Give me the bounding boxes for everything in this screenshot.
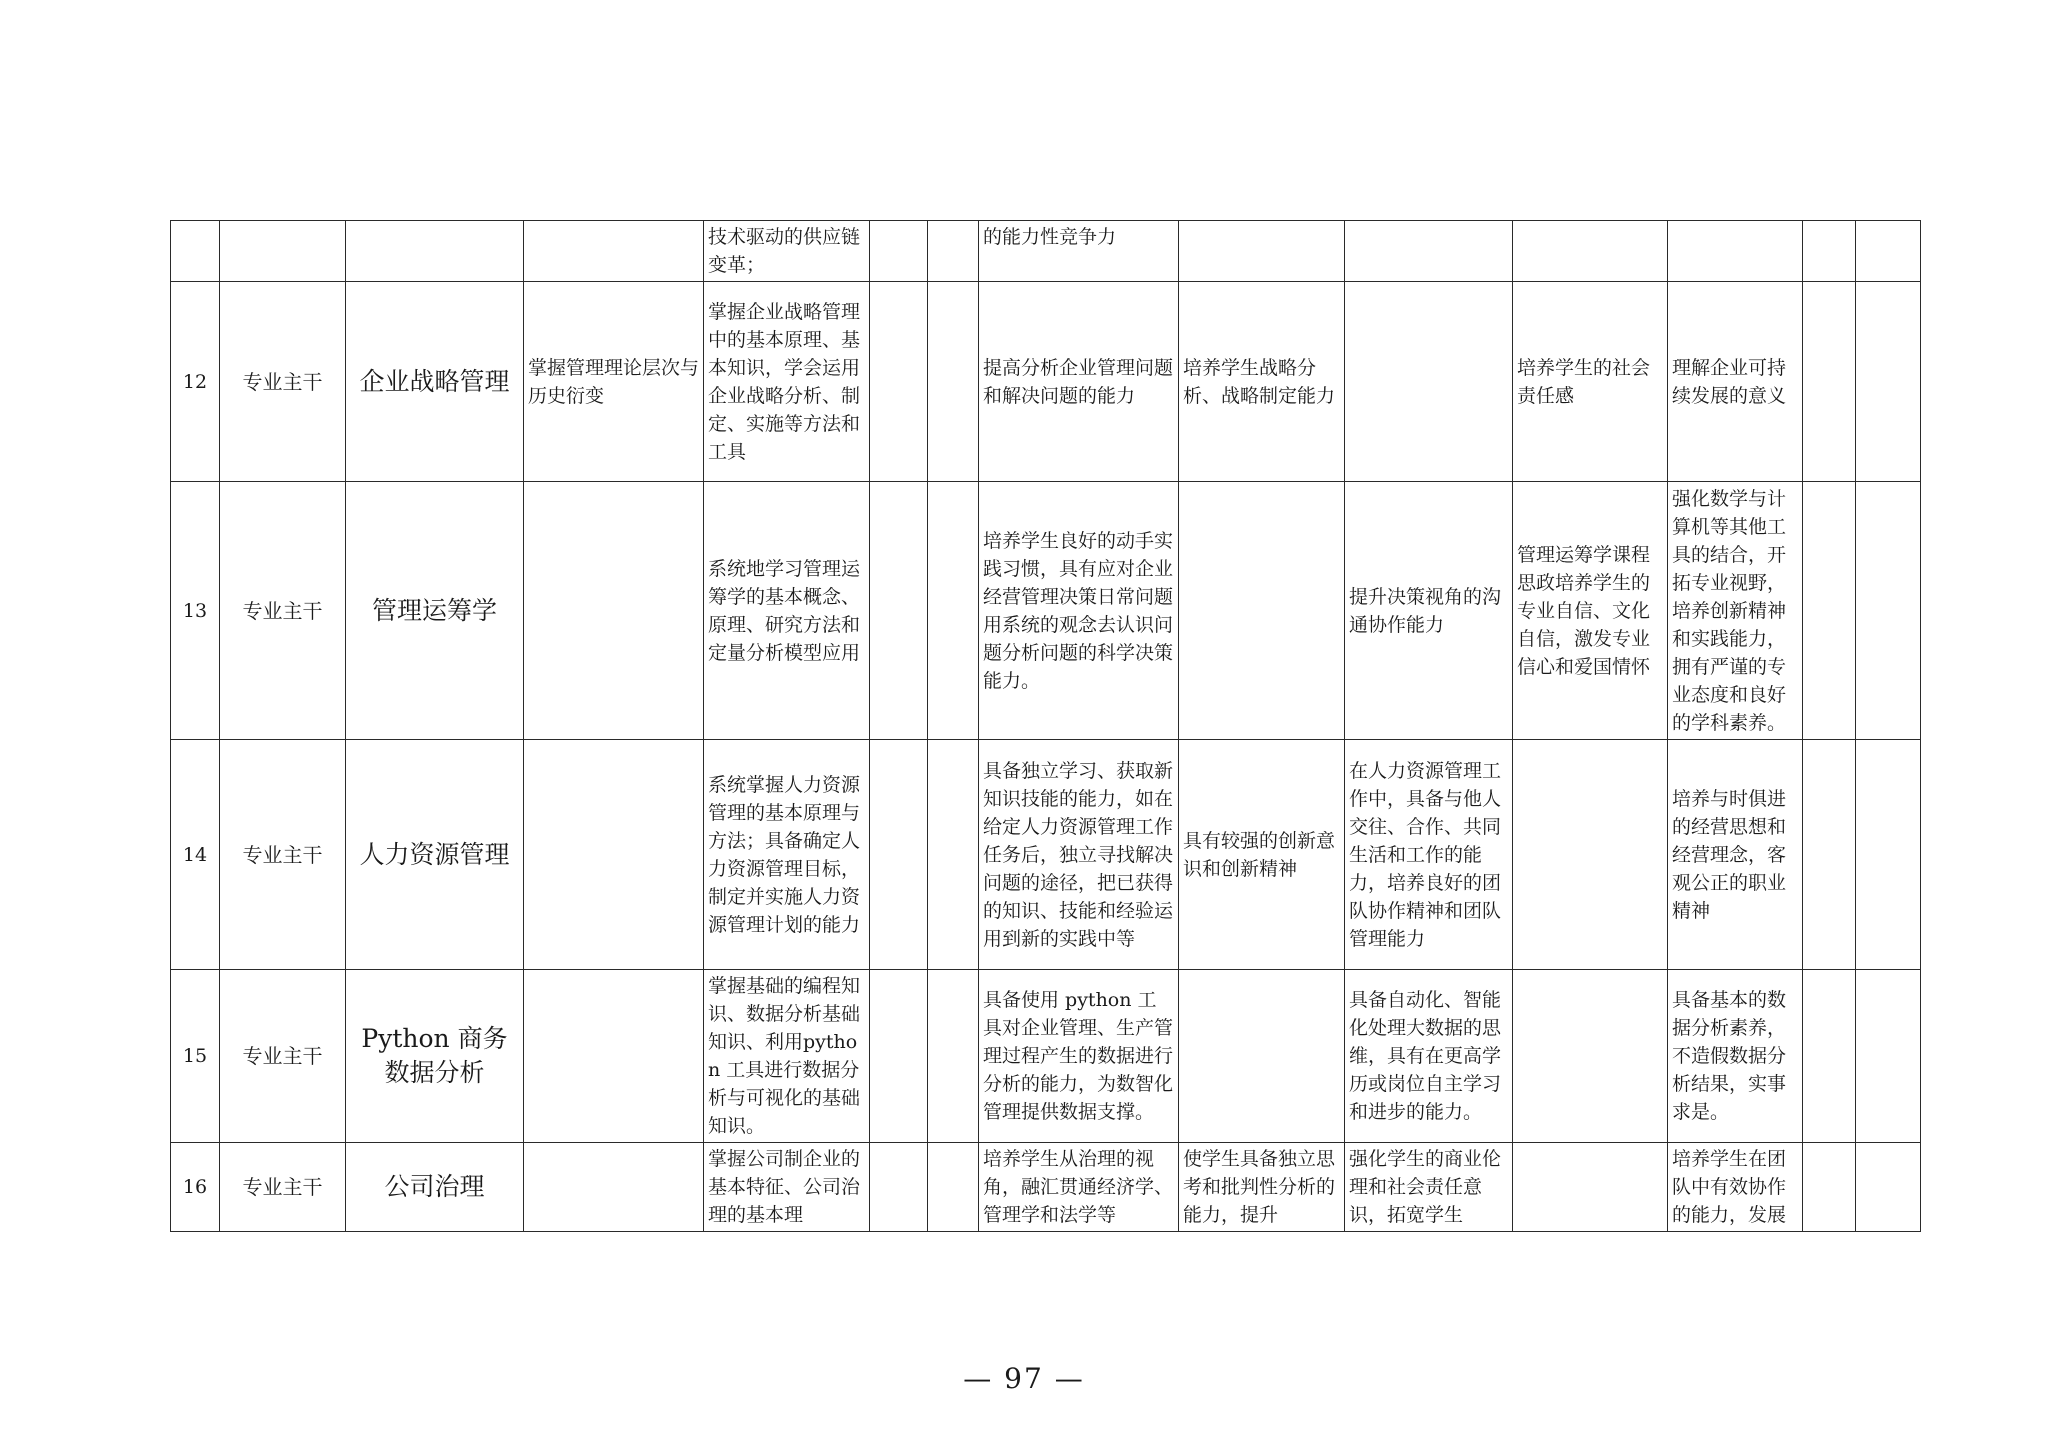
page-number: — 97 — bbox=[963, 1362, 1085, 1395]
cell-c13 bbox=[1803, 482, 1856, 740]
cell-c9 bbox=[1179, 970, 1345, 1143]
cell-c9 bbox=[1179, 482, 1345, 740]
cell-c5: 系统掌握人力资源管理的基本原理与方法；具备确定人力资源管理目标，制定并实施人力资源管理计划的能力 bbox=[704, 740, 870, 970]
cell-name: 企业战略管理 bbox=[346, 282, 524, 482]
cell-c4 bbox=[524, 482, 704, 740]
table-row bbox=[171, 221, 1921, 282]
cell-c4 bbox=[524, 1143, 704, 1232]
cell-c8: 培养学生从治理的视角，融汇贯通经济学、管理学和法学等 bbox=[979, 1143, 1179, 1232]
cell-c13 bbox=[1803, 282, 1856, 482]
cell-category: 专业主干 bbox=[220, 740, 346, 970]
cell-c14 bbox=[1856, 970, 1921, 1143]
cell-c6 bbox=[870, 221, 928, 282]
cell-c13 bbox=[1803, 1143, 1856, 1232]
cell-c14 bbox=[1856, 1143, 1921, 1232]
cell-category: 专业主干 bbox=[220, 1143, 346, 1232]
cell-c7 bbox=[928, 482, 979, 740]
cell-c5: 系统地学习管理运筹学的基本概念、原理、研究方法和定量分析模型应用 bbox=[704, 482, 870, 740]
cell-c5: 技术驱动的供应链变革； bbox=[704, 221, 870, 282]
cell-c12 bbox=[1668, 221, 1803, 282]
cell-c12: 培养学生在团队中有效协作的能力，发展 bbox=[1668, 1143, 1803, 1232]
cell-c11 bbox=[1513, 1143, 1668, 1232]
cell-c5: 掌握企业战略管理中的基本原理、基本知识，学会运用企业战略分析、制定、实施等方法和工具 bbox=[704, 282, 870, 482]
cell-c13 bbox=[1803, 970, 1856, 1143]
cell-category: 专业主干 bbox=[220, 282, 346, 482]
cell-c14 bbox=[1856, 482, 1921, 740]
cell-c12: 培养与时俱进的经营思想和经营理念，客观公正的职业精神 bbox=[1668, 740, 1803, 970]
cell-c6 bbox=[870, 970, 928, 1143]
cell-c4 bbox=[524, 970, 704, 1143]
cell-c5: 掌握基础的编程知识、数据分析基础知识、利用python 工具进行数据分析与可视化的基础知识。 bbox=[704, 970, 870, 1143]
cell-c11: 培养学生的社会责任感 bbox=[1513, 282, 1668, 482]
cell-c7 bbox=[928, 970, 979, 1143]
cell-c8: 具备独立学习、获取新知识技能的能力，如在给定人力资源管理工作任务后，独立寻找解决问题的途径，把已获得的知识、技能和经验运用到新的实践中等 bbox=[979, 740, 1179, 970]
cell-c6 bbox=[870, 482, 928, 740]
cell-name: 公司治理 bbox=[346, 1143, 524, 1232]
cell-category bbox=[220, 221, 346, 282]
cell-c9: 使学生具备独立思考和批判性分析的能力，提升 bbox=[1179, 1143, 1345, 1232]
cell-c14 bbox=[1856, 282, 1921, 482]
cell-c10 bbox=[1345, 221, 1513, 282]
cell-c14 bbox=[1856, 221, 1921, 282]
cell-c10: 强化学生的商业伦理和社会责任意识，拓宽学生 bbox=[1345, 1143, 1513, 1232]
cell-num: 13 bbox=[171, 482, 220, 740]
curriculum-table bbox=[170, 220, 1921, 1232]
cell-c10: 提升决策视角的沟通协作能力 bbox=[1345, 482, 1513, 740]
table-row bbox=[171, 1143, 1921, 1232]
cell-num: 16 bbox=[171, 1143, 220, 1232]
cell-name: 人力资源管理 bbox=[346, 740, 524, 970]
cell-c4: 掌握管理理论层次与历史衍变 bbox=[524, 282, 704, 482]
cell-num: 15 bbox=[171, 970, 220, 1143]
cell-c8: 提高分析企业管理问题和解决问题的能力 bbox=[979, 282, 1179, 482]
cell-c11: 管理运筹学课程思政培养学生的专业自信、文化自信，激发专业信心和爱国情怀 bbox=[1513, 482, 1668, 740]
table-row bbox=[171, 282, 1921, 482]
cell-c14 bbox=[1856, 740, 1921, 970]
cell-c6 bbox=[870, 740, 928, 970]
cell-c12: 理解企业可持续发展的意义 bbox=[1668, 282, 1803, 482]
cell-c8: 培养学生良好的动手实践习惯，具有应对企业经营管理决策日常问题用系统的观念去认识问题分析问题的科学决策能力。 bbox=[979, 482, 1179, 740]
cell-name: Python 商务数据分析 bbox=[346, 970, 524, 1143]
cell-c5: 掌握公司制企业的基本特征、公司治理的基本理 bbox=[704, 1143, 870, 1232]
cell-c7 bbox=[928, 1143, 979, 1232]
cell-name bbox=[346, 221, 524, 282]
cell-c7 bbox=[928, 282, 979, 482]
cell-c12: 强化数学与计算机等其他工具的结合，开拓专业视野，培养创新精神和实践能力，拥有严谨的专业态度和良好的学科素养。 bbox=[1668, 482, 1803, 740]
cell-num: 12 bbox=[171, 282, 220, 482]
cell-c11 bbox=[1513, 970, 1668, 1143]
cell-c10 bbox=[1345, 282, 1513, 482]
cell-c11 bbox=[1513, 740, 1668, 970]
cell-c7 bbox=[928, 740, 979, 970]
cell-num: 14 bbox=[171, 740, 220, 970]
cell-c9: 具有较强的创新意识和创新精神 bbox=[1179, 740, 1345, 970]
table-row bbox=[171, 740, 1921, 970]
cell-c10: 具备自动化、智能化处理大数据的思维，具有在更高学历或岗位自主学习和进步的能力。 bbox=[1345, 970, 1513, 1143]
cell-c8: 的能力性竞争力 bbox=[979, 221, 1179, 282]
cell-c7 bbox=[928, 221, 979, 282]
cell-c13 bbox=[1803, 221, 1856, 282]
cell-category: 专业主干 bbox=[220, 482, 346, 740]
cell-category: 专业主干 bbox=[220, 970, 346, 1143]
cell-c10: 在人力资源管理工作中，具备与他人交往、合作、共同生活和工作的能力，培养良好的团队协作精神和团队管理能力 bbox=[1345, 740, 1513, 970]
table-row bbox=[171, 482, 1921, 740]
cell-c4 bbox=[524, 740, 704, 970]
cell-name: 管理运筹学 bbox=[346, 482, 524, 740]
cell-c13 bbox=[1803, 740, 1856, 970]
cell-c11 bbox=[1513, 221, 1668, 282]
cell-num bbox=[171, 221, 220, 282]
cell-c9: 培养学生战略分析、战略制定能力 bbox=[1179, 282, 1345, 482]
cell-c6 bbox=[870, 1143, 928, 1232]
cell-c6 bbox=[870, 282, 928, 482]
cell-c4 bbox=[524, 221, 704, 282]
cell-c12: 具备基本的数据分析素养，不造假数据分析结果，实事求是。 bbox=[1668, 970, 1803, 1143]
cell-c8: 具备使用 python 工具对企业管理、生产管理过程产生的数据进行分析的能力，为数智化管理提供数据支撑。 bbox=[979, 970, 1179, 1143]
table-row bbox=[171, 970, 1921, 1143]
cell-c9 bbox=[1179, 221, 1345, 282]
